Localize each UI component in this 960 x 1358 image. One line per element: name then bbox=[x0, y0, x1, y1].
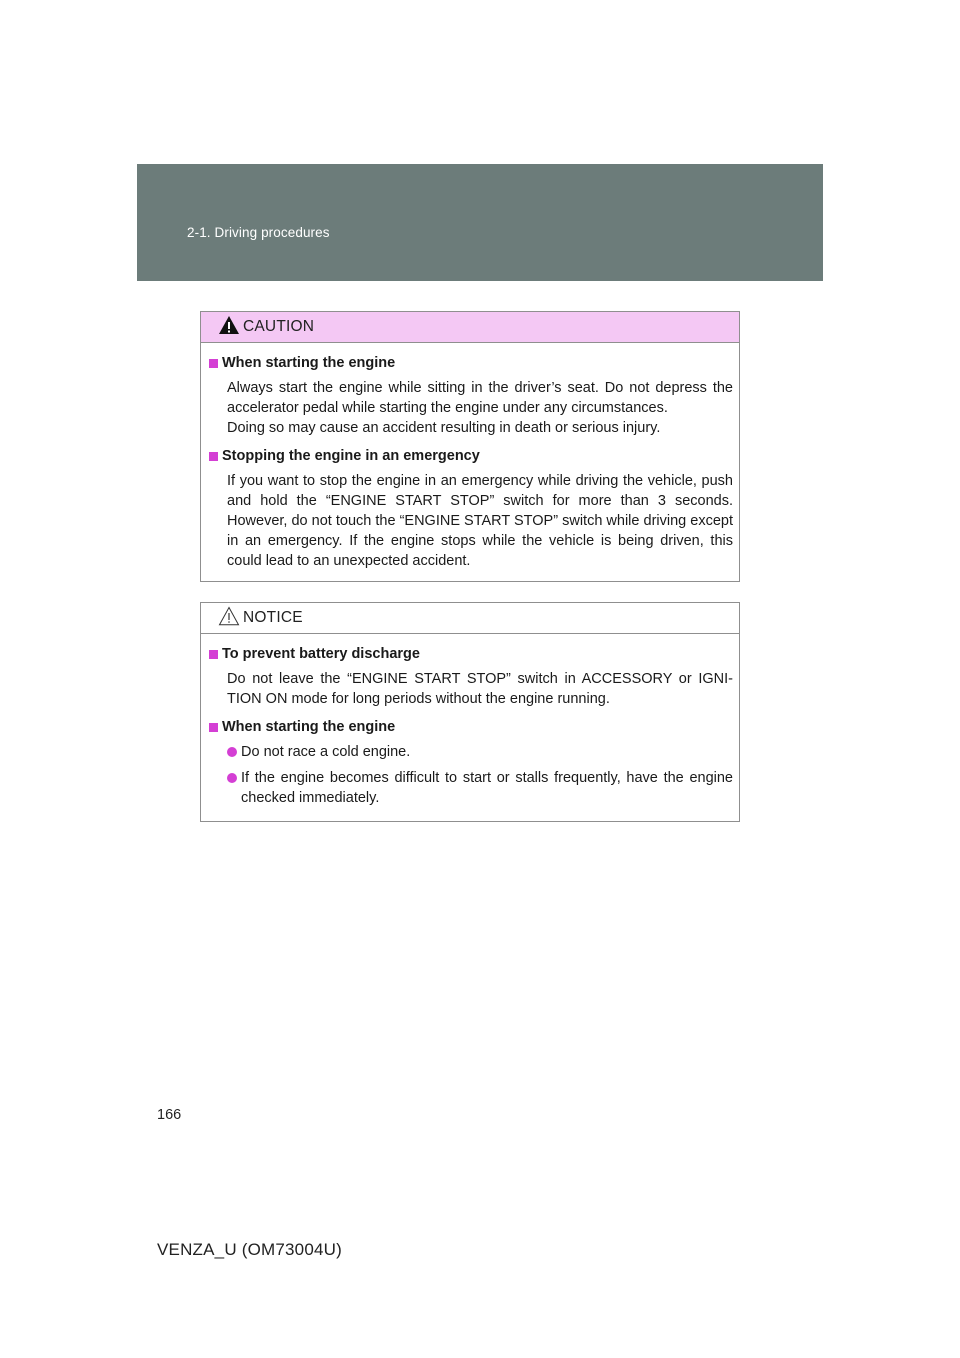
notice-item-line: Do not leave the “ENGINE START STOP” switch in ACCESSORY or IGNI-TION ON mode for long periods without the engine running. bbox=[227, 671, 733, 707]
caution-item-title bbox=[209, 446, 733, 466]
warning-triangle-filled-icon bbox=[218, 315, 240, 335]
notice-item-title-text: When starting the engine bbox=[222, 719, 396, 735]
notice-item-title bbox=[209, 644, 733, 664]
caution-box bbox=[200, 311, 740, 582]
caution-item-title-text: When starting the engine bbox=[222, 355, 396, 371]
caution-item-title bbox=[209, 353, 733, 373]
caution-item-line: Doing so may cause an accident resulting in death or serious injury. bbox=[227, 420, 661, 436]
section-title: 2-1. Driving procedures bbox=[187, 225, 330, 240]
caution-item-text bbox=[227, 378, 733, 438]
caution-header bbox=[201, 312, 739, 343]
header-band bbox=[137, 164, 823, 281]
round-bullet-icon bbox=[227, 747, 237, 757]
caution-body bbox=[201, 343, 739, 571]
notice-body bbox=[201, 634, 739, 808]
square-bullet-icon bbox=[209, 359, 218, 368]
warning-triangle-outline-icon bbox=[218, 606, 240, 626]
caution-item-title-text: Stopping the engine in an emergency bbox=[222, 448, 480, 464]
square-bullet-icon bbox=[209, 650, 218, 659]
notice-item-text bbox=[227, 669, 733, 709]
caution-item-line: If you want to stop the engine in an emergency while driving the vehicle, push and hold the “ENGINE START STOP” switch for more than 3 seconds. However, do not touch the “ENGINE START STOP” switch while driving except in an emergency. If the engine stops while the vehicle is being driven, this could lead to an unexpected accident. bbox=[227, 473, 733, 569]
notice-item-title-text: To prevent battery discharge bbox=[222, 646, 420, 662]
round-bullet-icon bbox=[227, 773, 237, 783]
list-item-text: If the engine becomes difficult to start or stalls frequently, have the engine checked immediately. bbox=[241, 770, 733, 806]
document-code: VENZA_U (OM73004U) bbox=[157, 1240, 342, 1259]
square-bullet-icon bbox=[209, 723, 218, 732]
notice-label: NOTICE bbox=[243, 609, 303, 626]
caution-item-line: Always start the engine while sitting in the driver’s seat. Do not depress the accelerator pedal while starting the engine under any circumstances. bbox=[227, 380, 733, 416]
list-item bbox=[227, 768, 733, 808]
notice-header bbox=[201, 603, 739, 634]
caution-item-text bbox=[227, 471, 733, 571]
square-bullet-icon bbox=[209, 452, 218, 461]
page-number: 166 bbox=[157, 1107, 182, 1123]
list-item-text: Do not race a cold engine. bbox=[241, 744, 411, 760]
notice-item-title bbox=[209, 717, 733, 737]
caution-label: CAUTION bbox=[243, 318, 315, 335]
list-item bbox=[227, 742, 733, 762]
notice-box bbox=[200, 602, 740, 822]
